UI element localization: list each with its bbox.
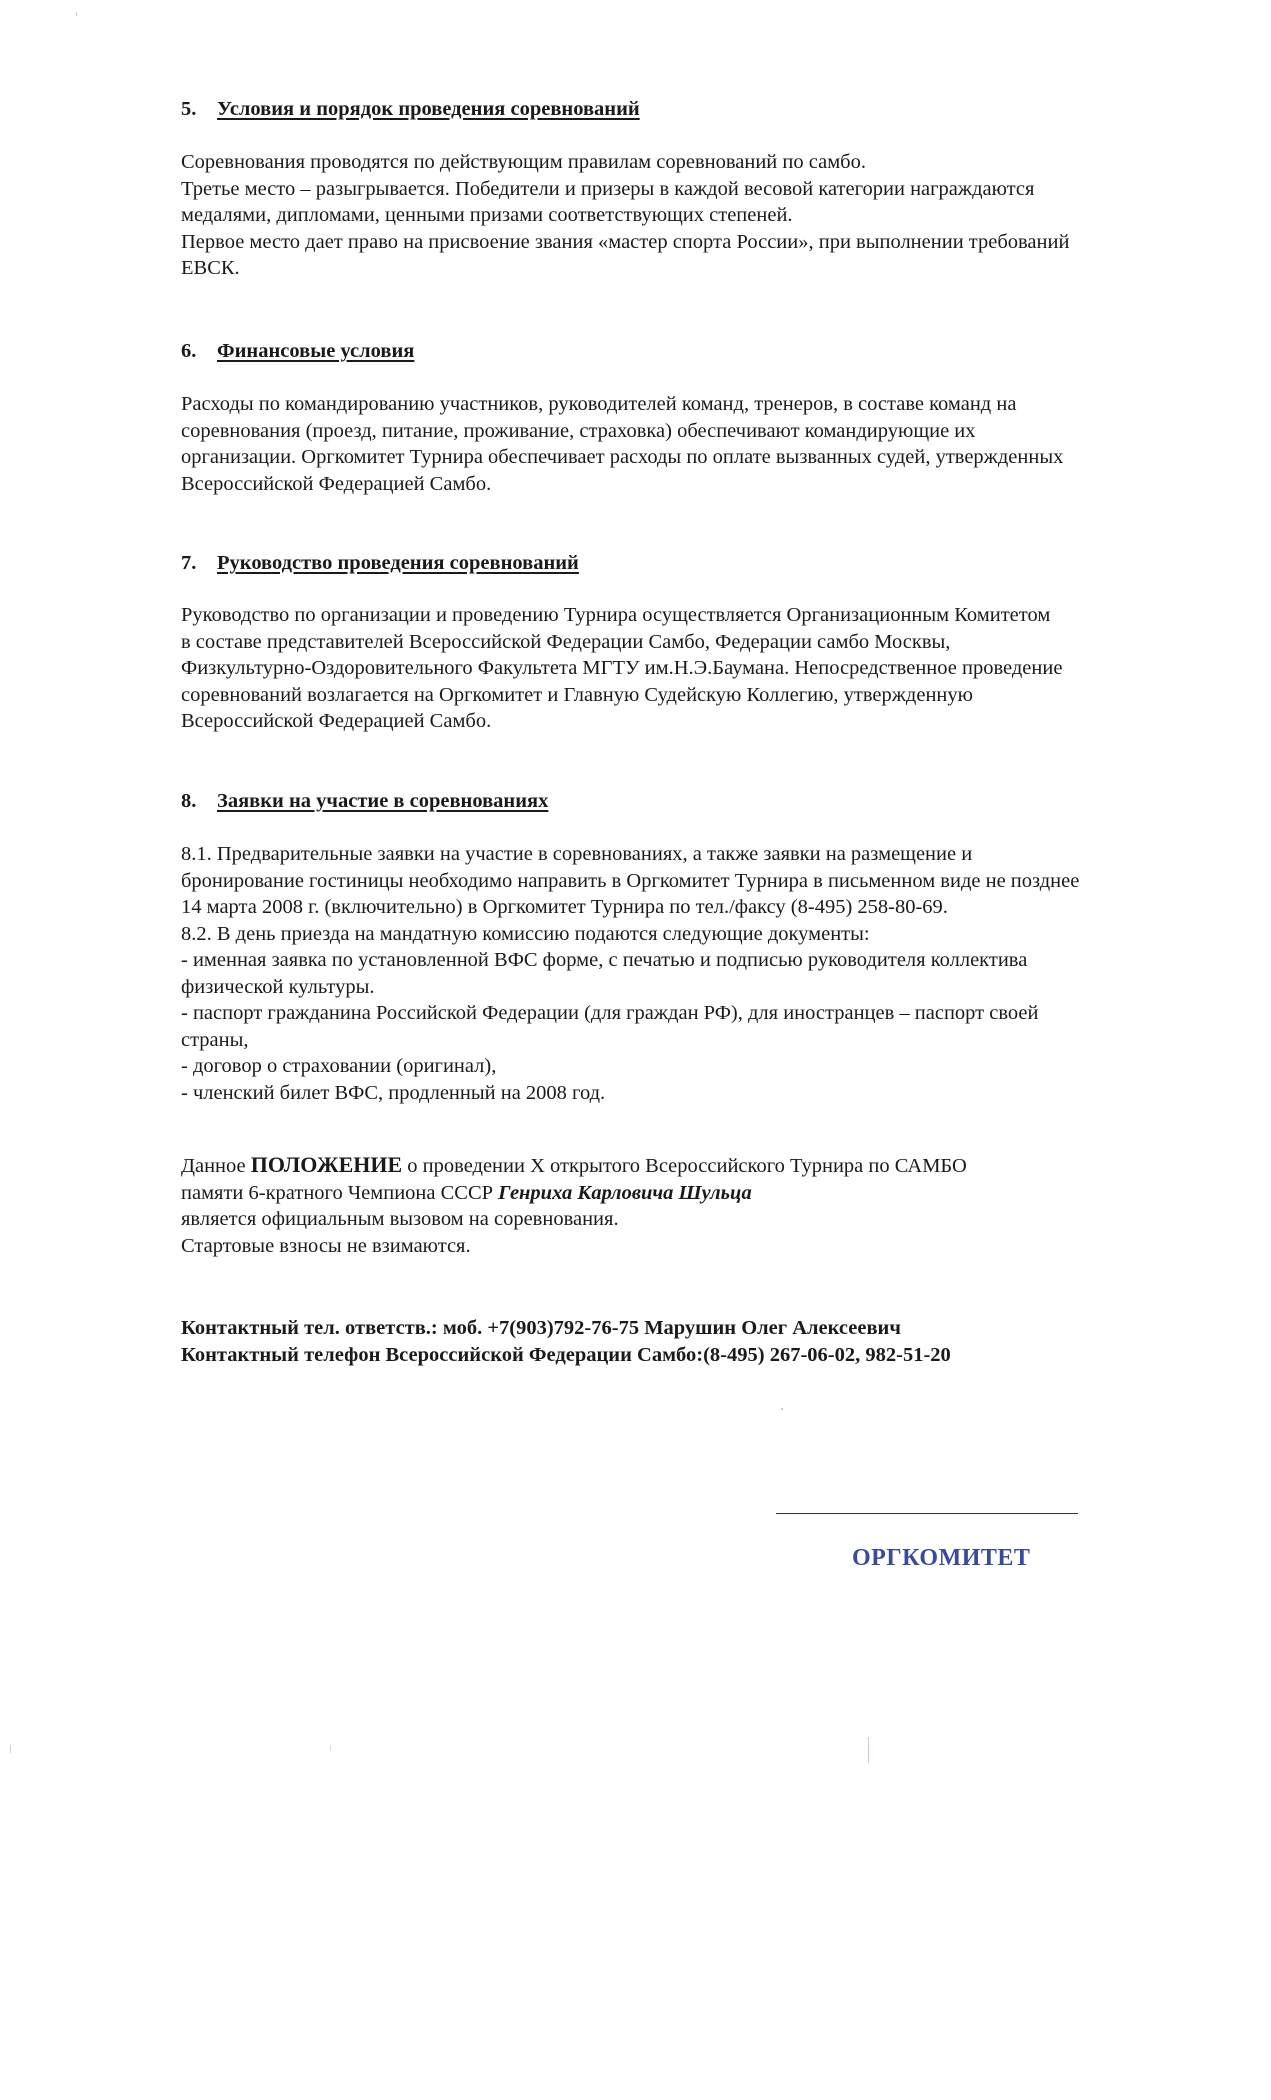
- text-line: Физкультурно-Оздоровительного Факультета МГТУ им.Н.Э.Баумана. Непосредственное проведение: [181, 657, 1063, 679]
- text-line: - договор о страховании (оригинал),: [181, 1055, 497, 1077]
- scan-speck: [76, 12, 77, 16]
- text-line: 8.1. Предварительные заявки на участие в соревнованиях, а также заявки на размещение и: [181, 843, 973, 865]
- text-line: - именная заявка по установленной ВФС форме, с печатью и подписью руководителя коллектива: [181, 949, 1028, 971]
- scan-speck: [868, 1737, 869, 1763]
- text-line: Третье место – разыгрывается. Победители и призеры в каждой весовой категории награждаются: [181, 177, 1035, 200]
- text-line: Первое место дает право на присвоение звания «мастер спорта России», при выполнении требований: [181, 230, 1070, 253]
- text-line: медалями, дипломами, ценными призами соответствующих степеней.: [181, 204, 793, 226]
- text-line: ЕВСК.: [181, 257, 240, 279]
- regulation-keyword: ПОЛОЖЕНИЕ: [250, 1152, 403, 1177]
- official-statement: [181, 1152, 967, 1259]
- section-number: 6.: [181, 340, 197, 362]
- organizing-committee-stamp: ОРГКОМИТЕТ: [852, 1545, 1031, 1571]
- statement-line-4: Стартовые взносы не взимаются.: [181, 1234, 471, 1257]
- text-fragment: о проведении Х открытого Всероссийского Турнира по САМБО: [402, 1155, 967, 1177]
- text-line: в составе представителей Всероссийской Федерации Самбо, Федерации самбо Москвы,: [181, 630, 951, 653]
- statement-line-3: является официальным вызовом на соревнования.: [181, 1208, 619, 1230]
- text-line: 8.2. В день приезда на мандатную комиссию подаются следующие документы:: [181, 922, 870, 945]
- text-fragment: Данное: [181, 1155, 251, 1177]
- section-6-text: [181, 391, 1063, 497]
- statement-line-2: [181, 1180, 967, 1207]
- statement-line-1: [181, 1152, 967, 1180]
- section-5-text: [181, 149, 1069, 282]
- contacts-block: [181, 1315, 951, 1368]
- text-line: организации. Оргкомитет Турнира обеспечивает расходы по оплате вызванных судей, утвержденных: [181, 446, 1064, 468]
- text-fragment: памяти 6-кратного Чемпиона СССР: [181, 1181, 499, 1204]
- text-line: физической культуры.: [181, 975, 375, 998]
- section-7-text: [181, 602, 1062, 735]
- contact-line-federation: Контактный телефон Всероссийской Федерации Самбо:(8-495) 267-06-02, 982-51-20: [181, 1343, 951, 1366]
- section-number: 7.: [181, 552, 197, 574]
- scan-speck: [330, 1745, 331, 1751]
- text-line: Всероссийской Федерацией Самбо.: [181, 472, 492, 495]
- text-line: Соревнования проводятся по действующим правилам соревнований по самбо.: [181, 151, 866, 173]
- text-line: бронирование гостиницы необходимо направить в Оргкомитет Турнира в письменном виде не позднее: [181, 869, 1080, 892]
- section-8-heading: [181, 788, 548, 815]
- text-line: 14 марта 2008 г. (включительно) в Оргкомитет Турнира по тел./факсу (8-495) 258-80-69.: [181, 896, 948, 918]
- text-line: соревнований возлагается на Оргкомитет и Главную Судейскую Коллегию, утвержденную: [181, 683, 973, 706]
- text-line: страны,: [181, 1028, 249, 1051]
- text-line: Руководство по организации и проведению Турнира осуществляется Организационным Комитетом: [181, 604, 1051, 626]
- scan-speck: [781, 1408, 783, 1410]
- text-line: Расходы по командированию участников, руководителей команд, тренеров, в составе команд на: [181, 393, 1017, 415]
- section-title: Финансовые условия: [217, 340, 415, 362]
- signature-line: [776, 1513, 1078, 1514]
- section-number: 8.: [181, 790, 197, 812]
- text-line: соревнования (проезд, питание, проживание, страховка) обеспечивают командирующие их: [181, 419, 976, 442]
- section-number: 5.: [181, 98, 197, 120]
- text-line: Всероссийской Федерацией Самбо.: [181, 710, 492, 732]
- section-title: Заявки на участие в соревнованиях: [217, 790, 549, 812]
- contact-line-responsible: Контактный тел. ответств.: моб. +7(903)792-76-75 Марушин Олег Алексеевич: [181, 1317, 901, 1339]
- section-6-heading: [181, 338, 414, 365]
- text-line: - паспорт гражданина Российской Федерации (для граждан РФ), для иностранцев – паспорт своей: [181, 1002, 1039, 1024]
- section-8-text: [181, 841, 1079, 1106]
- section-7-heading: [181, 550, 579, 577]
- text-line: - членский билет ВФС, продленный на 2008 год.: [181, 1081, 606, 1104]
- section-title: Руководство проведения соревнований: [217, 552, 579, 574]
- champion-name: Генриха Карловича Шульца: [498, 1181, 752, 1204]
- section-5-heading: [181, 96, 640, 123]
- section-title: Условия и порядок проведения соревнований: [217, 98, 640, 120]
- scan-speck: [10, 1745, 11, 1753]
